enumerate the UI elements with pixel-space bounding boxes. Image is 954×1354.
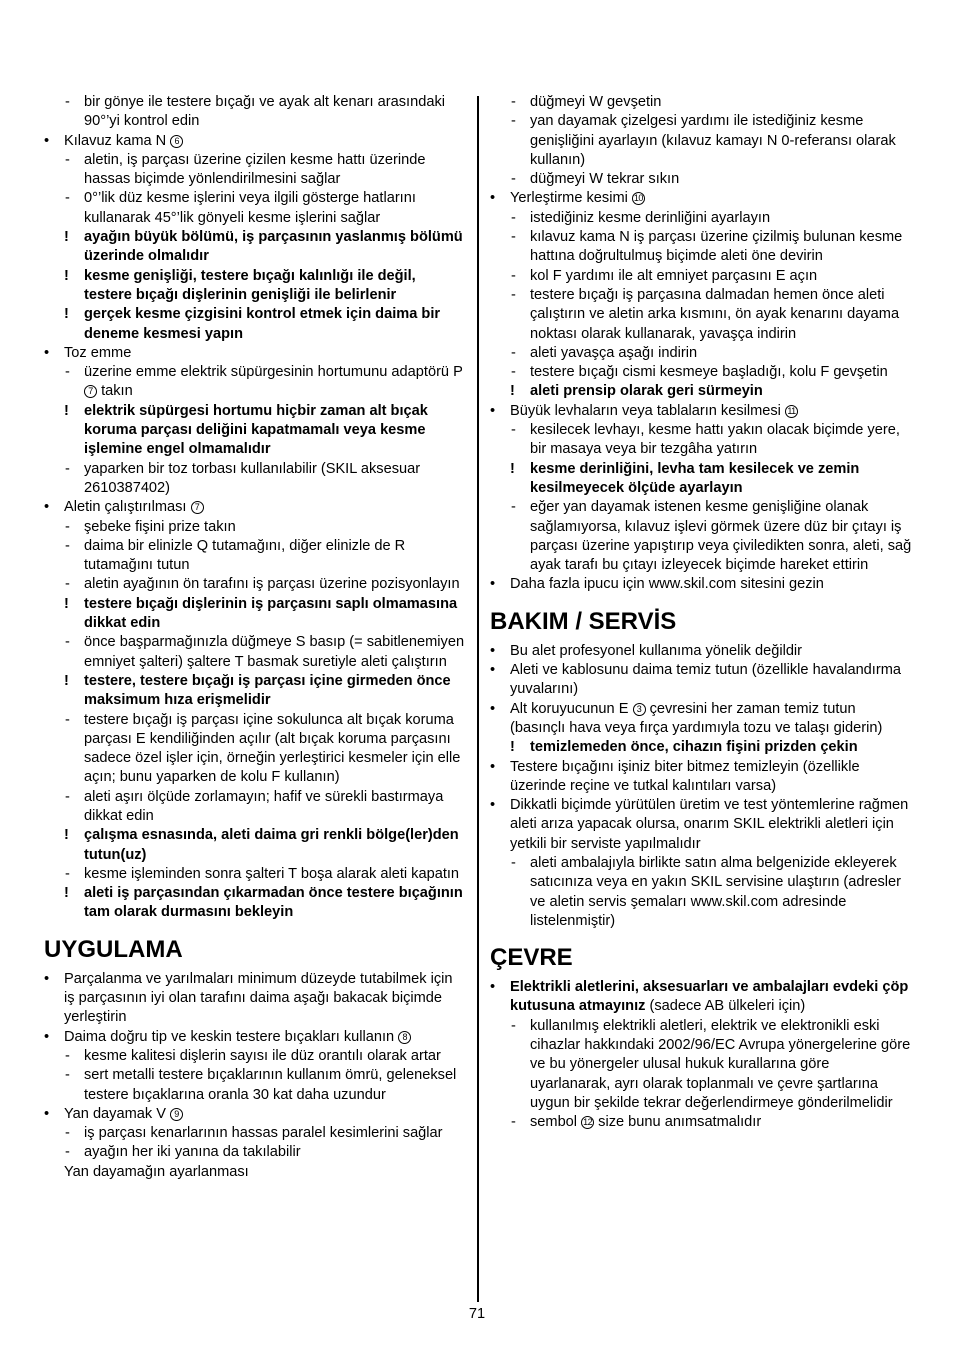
figure-ref-7: 7 xyxy=(191,501,204,514)
bullet-item xyxy=(490,796,912,854)
dash-marker: - xyxy=(65,865,70,882)
dash-item xyxy=(44,151,466,190)
item-text: Toz emme xyxy=(64,344,132,361)
bullet-item xyxy=(490,189,912,208)
dash-item xyxy=(490,363,912,382)
item-text: Kılavuz kama N xyxy=(64,132,167,149)
item-text: istediğiniz kesme derinliğini ayarlayın xyxy=(530,209,771,226)
dash-marker: - xyxy=(65,788,70,805)
figure-ref-3: 3 xyxy=(633,703,646,716)
warn-marker: ! xyxy=(64,885,69,902)
dash-marker: - xyxy=(65,537,70,554)
dash-item xyxy=(44,1066,466,1105)
figure-ref-11: 11 xyxy=(785,405,798,418)
dash-item xyxy=(490,209,912,228)
bullet-marker: • xyxy=(44,970,50,987)
bullet-marker: • xyxy=(490,700,496,717)
dash-item xyxy=(490,267,912,286)
bullet-marker: • xyxy=(490,797,496,814)
dash-marker: - xyxy=(65,711,70,728)
paragraph xyxy=(44,1163,466,1182)
item-text: kesme genişliği, testere bıçağı kalınlığı ile değil, testere bıçağı dişlerinin genişliği ile belirlenir xyxy=(84,267,416,303)
dash-item xyxy=(490,228,912,267)
dash-marker: - xyxy=(65,364,70,381)
dash-marker: - xyxy=(511,113,516,130)
dash-item xyxy=(44,788,466,827)
dash-marker: - xyxy=(511,267,516,284)
item-text: temizlemeden önce, cihazın fişini prizden çekin xyxy=(530,739,858,756)
dash-item xyxy=(44,460,466,499)
bullet-item xyxy=(490,978,912,1017)
dash-item xyxy=(44,93,466,132)
item-text: kesme derinliğini, levha tam kesilecek ve zemin kesilmeyecek ölçüde ayarlayın xyxy=(530,460,860,496)
dash-item xyxy=(44,537,466,576)
dash-marker: - xyxy=(511,1114,516,1131)
item-text: ayağın her iki yanına da takılabilir xyxy=(84,1144,301,1161)
bullet-item xyxy=(490,575,912,594)
dash-marker: - xyxy=(65,576,70,593)
item-text: sembol xyxy=(530,1114,578,1131)
warn-marker: ! xyxy=(64,672,69,689)
item-text: daima bir elinizle Q tutamağını, diğer elinizle de R tutamağını tutun xyxy=(84,537,406,574)
figure-ref-9: 9 xyxy=(170,1108,183,1121)
warn-marker: ! xyxy=(510,383,515,400)
item-text: eğer yan dayamak istenen kesme genişliğine olanak sağlamıyorsa, kılavuz işlevi görmek üzere düz bir çıtayı iş parçası üzerine yapıştırıp veya çiviledikten sonra, aleti, sağ ayak tarafı bu çıtayı izleyecek biçimde hareket ettirin xyxy=(530,499,912,574)
item-text: Aleti ve kablosunu daima temiz tutun (özellikle havalandırma yuvalarını) xyxy=(510,662,901,698)
bullet-item xyxy=(44,132,466,151)
figure-ref-10: 10 xyxy=(633,193,643,204)
section-heading: BAKIM / SERVİS xyxy=(490,607,677,635)
dash-marker: - xyxy=(65,1047,70,1064)
section-heading: ÇEVRE xyxy=(490,944,573,972)
dash-marker: - xyxy=(511,499,516,516)
item-text-after: çevresini her zaman temiz tutun (basınçlı hava veya fırça yardımıyla tozu ve talaşı giderin) xyxy=(510,700,883,736)
warn-marker: ! xyxy=(64,306,69,323)
dash-marker: - xyxy=(65,634,70,651)
warn-marker: ! xyxy=(510,739,515,756)
bullet-marker: • xyxy=(44,344,50,361)
item-text: testere, testere bıçağı iş parçası içine girmeden önce maksimum hıza erişmelidir xyxy=(84,672,451,709)
bullet-item xyxy=(44,344,466,363)
right-column xyxy=(490,93,912,1133)
dash-marker: - xyxy=(511,422,516,439)
dash-item xyxy=(44,1047,466,1066)
dash-marker: - xyxy=(511,94,516,110)
warning-item xyxy=(44,267,466,306)
item-text: aleti ambalajıyla birlikte satın alma belgenizide ekleyerek satıcınıza veya en yakın SKIL servisine ulaştırın (adresler ve aletin servis şemaları www.skil.com adresinde listelenmiştir) xyxy=(530,854,901,929)
item-text: şebeke fişini prize takın xyxy=(84,518,236,535)
dash-marker: - xyxy=(65,151,70,168)
warning-item xyxy=(490,738,912,757)
bullet-item xyxy=(44,970,466,1028)
page-number: 71 xyxy=(468,1306,486,1322)
dash-item xyxy=(490,170,912,189)
dash-item xyxy=(44,575,466,594)
item-text: çalışma esnasında, aleti daima gri renkli bölge(ler)den tutun(uz) xyxy=(84,827,459,863)
item-text: kullanılmış elektrikli aletleri, elektrik ve elektronikli eski cihazlar hakkındaki 2002/96/EC Avrupa yönergelerine göre ve bu yönergeler ulusal hukuk kurallarına göre uyarlanarak, ayrı olarak toplanmalı ve çevre şartlarına uygun bir şekilde tekrar değerlendirmeye gönderilmelidir xyxy=(530,1017,911,1111)
item-text: yan dayamak çizelgesi yardımı ile istediğiniz kesme genişliğini ayarlayın (kılavuz kamayı N 0-referansı olarak kullanın) xyxy=(530,113,896,168)
section-heading: UYGULAMA xyxy=(44,935,183,963)
dash-item xyxy=(44,189,466,228)
warn-marker: ! xyxy=(64,402,69,419)
item-text: testere bıçağı dişlerinin iş parçasını saplı olmamasına dikkat edin xyxy=(84,595,458,632)
dash-marker: - xyxy=(65,518,70,535)
warn-marker: ! xyxy=(64,229,69,246)
dash-marker: - xyxy=(65,460,70,477)
dash-marker: - xyxy=(511,171,516,188)
item-text: aleti yavaşça aşağı indirin xyxy=(530,344,698,361)
dash-item xyxy=(44,711,466,788)
warning-item xyxy=(44,595,466,634)
item-text: kesme işleminden sonra şalteri T boşa alarak aleti kapatın xyxy=(84,865,460,882)
bullet-marker: • xyxy=(44,132,50,149)
dash-item xyxy=(490,344,912,363)
bullet-item xyxy=(490,758,912,797)
warn-marker: ! xyxy=(510,460,515,477)
item-text: üzerine emme elektrik süpürgesinin hortumunu adaptörü P xyxy=(84,364,463,381)
warning-item xyxy=(44,305,466,344)
warning-item xyxy=(44,884,466,923)
bullet-marker: • xyxy=(490,190,496,207)
dash-item xyxy=(490,93,912,112)
dash-marker: - xyxy=(65,1067,70,1084)
dash-marker: - xyxy=(511,854,516,871)
item-text: Büyük levhaların veya tablaların kesilmesi xyxy=(510,402,781,419)
item-text: aleti iş parçasından çıkarmadan önce testere bıçağının tam olarak durmasını bekleyin xyxy=(84,885,463,921)
figure-ref-6: 6 xyxy=(170,135,183,148)
item-text: testere bıçağı cismi kesmeye başladığı, kolu F gevşetin xyxy=(530,364,888,381)
left-column xyxy=(44,93,466,1182)
warning-item xyxy=(44,826,466,865)
dash-marker: - xyxy=(511,286,516,303)
item-text: aleti prensip olarak geri sürmeyin xyxy=(530,383,763,400)
bullet-marker: • xyxy=(44,1105,50,1122)
item-text: gerçek kesme çizgisini kontrol etmek için daima bir deneme kesmesi yapın xyxy=(84,306,441,342)
warn-marker: ! xyxy=(64,827,69,844)
item-text: Elektrikli aletlerini, aksesuarları ve ambalajları evdeki çöp kutusuna atmayınız xyxy=(510,979,909,1015)
figure-ref-8: 8 xyxy=(398,1031,411,1044)
item-text: ayağın büyük bölümü, iş parçasının yaslanmış bölümü üzerinde olmalıdır xyxy=(84,229,463,265)
dash-item xyxy=(44,865,466,884)
dash-marker: - xyxy=(65,190,70,207)
bullet-marker: • xyxy=(490,576,496,593)
item-text: bir gönye ile testere bıçağı ve ayak alt kenarı arasındaki 90°’yi kontrol edin xyxy=(84,94,445,130)
warning-item xyxy=(44,672,466,711)
item-text: 0°’lik düz kesme işlerini veya ilgili gösterge hatlarını kullanarak 45°’lik gönyeli kesme işlerini sağlar xyxy=(84,190,416,226)
bullet-item xyxy=(44,1028,466,1047)
item-text: düğmeyi W tekrar sıkın xyxy=(530,171,680,188)
bullet-marker: • xyxy=(44,499,50,516)
dash-marker: - xyxy=(65,1125,70,1142)
dash-marker: - xyxy=(511,229,516,246)
dash-item xyxy=(490,498,912,575)
bullet-marker: • xyxy=(490,642,496,659)
item-text: Yerleştirme kesimi xyxy=(510,190,628,207)
item-text: düğmeyi W gevşetin xyxy=(530,94,662,110)
dash-item xyxy=(44,1143,466,1162)
item-text: Dikkatli biçimde yürütülen üretim ve test yöntemlerine rağmen aleti arıza yapacak olursa, onarım SKIL elektrikli aletleri için yetkili bir serviste yapılmalıdır xyxy=(510,797,909,852)
bullet-marker: • xyxy=(490,662,496,679)
dash-marker: - xyxy=(511,344,516,361)
item-text: aleti aşırı ölçüde zorlamayın; hafif ve sürekli bastırmaya dikkat edin xyxy=(84,788,444,824)
dash-item xyxy=(490,421,912,460)
warn-marker: ! xyxy=(64,595,69,612)
item-text: kol F yardımı ile alt emniyet parçasını E açın xyxy=(530,267,818,284)
dash-item xyxy=(490,1113,912,1132)
item-text-after: takın xyxy=(101,383,133,400)
dash-item xyxy=(490,854,912,931)
warning-item xyxy=(490,382,912,401)
dash-item xyxy=(44,363,466,402)
item-text: Alt koruyucunun E xyxy=(510,700,629,717)
figure-ref-7: 7 xyxy=(84,385,97,398)
item-text: aletin ayağının ön tarafını iş parçası üzerine pozisyonlayın xyxy=(84,576,460,593)
dash-marker: - xyxy=(65,94,70,110)
dash-marker: - xyxy=(65,1144,70,1161)
dash-item xyxy=(44,1124,466,1143)
item-text: kesme kalitesi dişlerin sayısı ile düz orantılı olarak artar xyxy=(84,1047,441,1064)
item-text: iş parçası kenarlarının hassas paralel kesimlerini sağlar xyxy=(84,1125,443,1142)
dash-item xyxy=(490,112,912,170)
item-text: elektrik süpürgesi hortumu hiçbir zaman alt bıçak koruma parçası deliğini kapatmamalı veya kesme işlemine engel olmamalıdır xyxy=(84,402,428,458)
warning-item xyxy=(490,460,912,499)
item-text: Yan dayamağın ayarlanması xyxy=(64,1163,249,1180)
bullet-item xyxy=(44,1105,466,1124)
warning-item xyxy=(44,402,466,460)
dash-item xyxy=(490,286,912,344)
bullet-item xyxy=(490,661,912,700)
dash-marker: - xyxy=(511,1017,516,1034)
bullet-marker: • xyxy=(44,1028,50,1045)
item-text: kesilecek levhayı, kesme hattı yakın olacak biçimde yere, bir masaya veya bir tezgâha yatırın xyxy=(530,422,900,458)
item-text: Aletin çalıştırılması xyxy=(64,499,187,516)
item-text: Daima doğru tip ve keskin testere bıçakları kullanın xyxy=(64,1028,395,1045)
bullet-item xyxy=(490,642,912,661)
dash-item xyxy=(490,1017,912,1113)
item-text: Parçalanma ve yarılmaları minimum düzeyde tutabilmek için iş parçasının iyi olan tarafını daima aşağı bakacak biçimde yerleştirin xyxy=(64,970,453,1026)
bullet-item xyxy=(490,700,912,739)
bullet-item xyxy=(44,498,466,517)
bullet-item xyxy=(490,402,912,421)
item-text: Testere bıçağını işiniz biter bitmez temizleyin (özellikle üzerinde reçine ve tutkal kalıntıları varsa) xyxy=(510,758,860,794)
bullet-marker: • xyxy=(490,758,496,775)
dash-marker: - xyxy=(511,209,516,226)
column-divider xyxy=(477,96,479,1302)
dash-item xyxy=(44,633,466,672)
item-text: aletin, iş parçası üzerine çizilen kesme hattı üzerinde hassas biçimde yönlendirilmesini sağlar xyxy=(84,151,426,188)
item-text: Bu alet profesyonel kullanıma yönelik değildir xyxy=(510,642,803,659)
bullet-marker: • xyxy=(490,402,496,419)
item-text-after: (sadece AB ülkeleri için) xyxy=(649,998,806,1015)
figure-ref-12: 12 xyxy=(583,1117,593,1128)
warn-marker: ! xyxy=(64,267,69,284)
item-text: önce başparmağınızla düğmeye S basıp (= sabitlenemiyen emniyet şalteri) şaltere T basmak suretiyle aleti çalıştırın xyxy=(84,634,465,670)
item-text: sert metalli testere bıçaklarının kullanım ömrü, geleneksel testere bıçaklarına oranla 30 kat daha uzundur xyxy=(84,1067,457,1103)
item-text: testere bıçağı iş parçası içine sokulunca alt bıçak koruma parçası E kendiliğinden açılır (alt bıçak koruma parçasını sadece özel işler için, örneğin yerleştirici kesmeler için elle açın; bunu yaparken de kolu F kullanın) xyxy=(84,711,461,786)
bullet-marker: • xyxy=(490,979,496,996)
item-text: Yan dayamak V xyxy=(64,1105,166,1122)
item-text: Daha fazla ipucu için www.skil.com sitesini gezin xyxy=(510,576,824,593)
dash-item xyxy=(44,518,466,537)
item-text: kılavuz kama N iş parçası üzerine çizilmiş bulunan kesme hattına doğrultulmuş biçimde aleti öne devirin xyxy=(530,229,903,265)
warning-item xyxy=(44,228,466,267)
dash-marker: - xyxy=(511,364,516,381)
item-text: yaparken bir toz torbası kullanılabilir (SKIL aksesuar 2610387402) xyxy=(84,460,421,496)
item-text-after: size bunu anımsatmalıdır xyxy=(598,1114,762,1131)
item-text: testere bıçağı iş parçasına dalmadan hemen önce aleti çalıştırın ve aletin arka kısmını, ön ayak kenarını dayama noktası olarak kullanarak, yavaşça indirin xyxy=(530,286,900,342)
